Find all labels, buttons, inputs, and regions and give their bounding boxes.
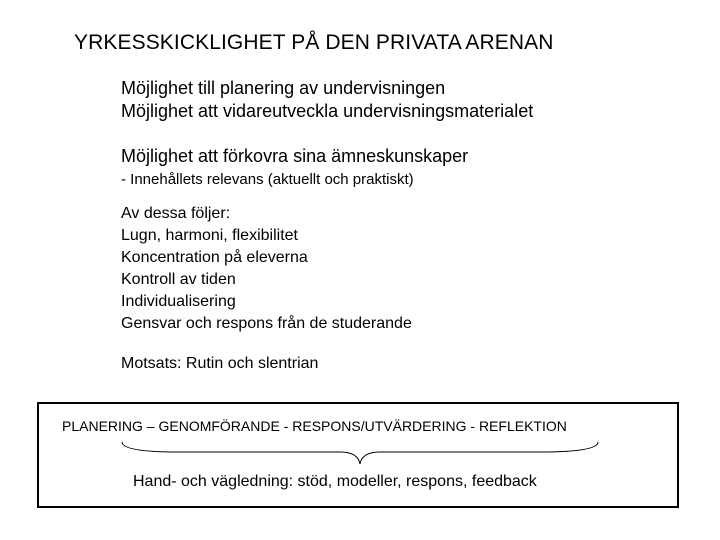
consequence-item: Lugn, harmoni, flexibilitet bbox=[121, 227, 298, 244]
consequence-item: Individualisering bbox=[121, 293, 236, 310]
curly-brace-icon bbox=[120, 440, 600, 468]
consequence-item: Gensvar och respons från de studerande bbox=[121, 315, 412, 332]
sub-bullet-relevance: - Innehållets relevans (aktuellt och praktiskt) bbox=[121, 171, 414, 188]
guidance-line: Hand- och vägledning: stöd, modeller, respons, feedback bbox=[133, 473, 537, 490]
process-steps: PLANERING – GENOMFÖRANDE - RESPONS/UTVÄRDERING - REFLEKTION bbox=[62, 418, 567, 434]
consequence-item: Kontroll av tiden bbox=[121, 271, 236, 288]
consequence-heading: Av dessa följer: bbox=[121, 205, 231, 222]
consequence-item: Koncentration på eleverna bbox=[121, 249, 308, 266]
slide-title: YRKESSKICKLIGHET PÅ DEN PRIVATA ARENAN bbox=[74, 31, 554, 54]
bullet-material: Möjlighet att vidareutveckla undervisningsmaterialet bbox=[121, 101, 534, 121]
bullet-planning: Möjlighet till planering av undervisningen bbox=[121, 78, 446, 98]
contrast-line: Motsats: Rutin och slentrian bbox=[121, 355, 319, 372]
bullet-subject-knowledge: Möjlighet att förkovra sina ämneskunskaper bbox=[121, 146, 469, 166]
